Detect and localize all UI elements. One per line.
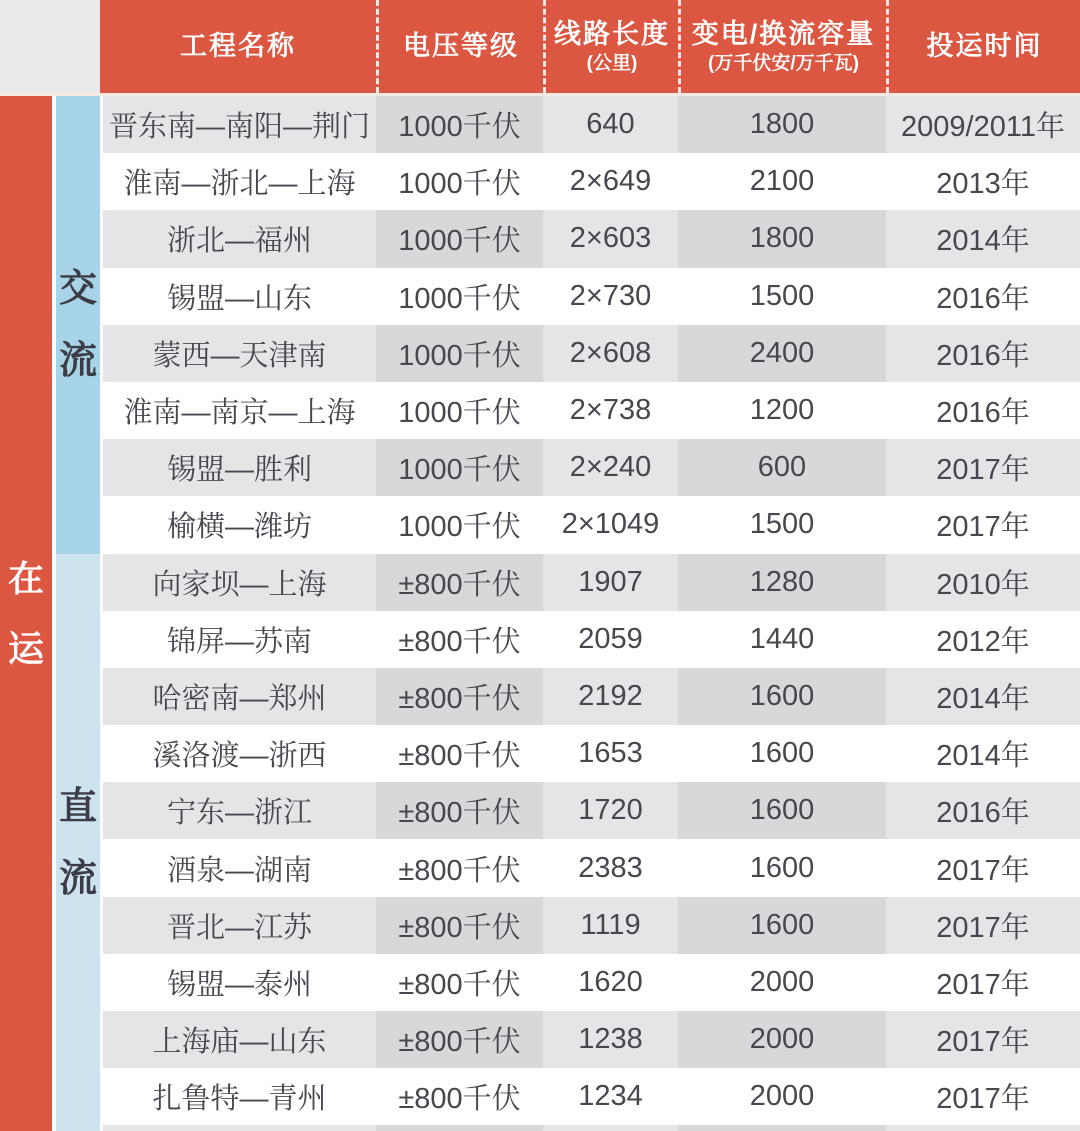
- project-name-cell: 浙北—福州: [166, 225, 312, 258]
- line-length-cell: 2×603: [569, 222, 652, 255]
- current-type-column: [56, 96, 100, 1131]
- capacity-cell: 1600: [678, 668, 886, 725]
- status-column-in-operation: [0, 96, 52, 1131]
- commission-time-cell: 2014年: [936, 740, 1030, 773]
- commission-time-cell: 2016年: [936, 797, 1030, 830]
- project-name-cell: 锡盟—泰州: [166, 968, 312, 1001]
- project-name-cell: 上海庙—山东: [152, 1026, 327, 1059]
- table-row: [103, 725, 1080, 782]
- project-name-cell: 锡盟—山东: [166, 282, 312, 315]
- table-row: [103, 897, 1080, 954]
- capacity-cell: 1500: [749, 508, 815, 541]
- capacity-cell: 1500: [749, 279, 815, 312]
- capacity-cell: 1600: [749, 851, 815, 884]
- column-header-label: 工程名称: [180, 30, 296, 61]
- voltage-level-cell: ±800千伏: [376, 1011, 543, 1068]
- project-name-cell: 淮南—浙北—上海: [123, 168, 356, 201]
- column-header-line-length: [543, 0, 678, 93]
- status-label: 在运: [7, 557, 44, 669]
- commission-time-cell: 2014年: [936, 225, 1030, 258]
- capacity-cell: 2400: [678, 325, 886, 382]
- capacity-cell: [678, 1125, 886, 1131]
- project-name-cell: 晋东南—南阳—荆门: [108, 111, 370, 144]
- column-header-label: 投运时间: [926, 30, 1043, 61]
- capacity-cell: 600: [678, 439, 886, 496]
- table-row: [103, 210, 1080, 267]
- project-name-cell: 扎鲁特—青州: [152, 1083, 327, 1116]
- voltage-level-cell: ±800千伏: [398, 968, 521, 1001]
- voltage-level-cell: ±800千伏: [398, 625, 521, 658]
- line-length-cell: 2×608: [569, 336, 652, 369]
- table-header: [100, 0, 1080, 93]
- capacity-cell: 1440: [749, 622, 815, 655]
- capacity-cell: 1600: [678, 782, 886, 839]
- commission-time-cell: 2016年: [936, 282, 1030, 315]
- voltage-level-cell: 1000千伏: [398, 282, 521, 315]
- voltage-level-cell: ±800千伏: [398, 1083, 521, 1116]
- table-row: [103, 382, 1080, 439]
- voltage-level-cell: 1000千伏: [398, 168, 521, 201]
- voltage-level-cell: 1000千伏: [376, 210, 543, 267]
- table-row: [103, 611, 1080, 668]
- voltage-level-cell: 1000千伏: [376, 325, 543, 382]
- commission-time-cell: 2012年: [936, 625, 1030, 658]
- column-header-label: 变电/换流容量: [691, 18, 876, 49]
- line-length-cell: 2383: [578, 851, 643, 884]
- voltage-level-cell: ±800千伏: [376, 782, 543, 839]
- project-name-cell: 淮南—南京—上海: [123, 397, 356, 430]
- capacity-cell: 2000: [749, 965, 815, 998]
- voltage-level-cell: 1000千伏: [398, 511, 521, 544]
- line-length-cell: 2×240: [569, 451, 652, 484]
- commission-time-cell: [886, 1125, 1080, 1131]
- capacity-cell: 1280: [678, 554, 886, 611]
- voltage-level-cell: 1000千伏: [376, 439, 543, 496]
- commission-time-cell: 2013年: [936, 168, 1030, 201]
- table-row: [103, 668, 1080, 725]
- voltage-level-cell: ±800千伏: [398, 854, 521, 887]
- table-row: [103, 96, 1080, 153]
- line-length-cell: 1234: [578, 1080, 643, 1113]
- line-length-cell: 2×738: [569, 394, 652, 427]
- column-header-label: 电压等级: [403, 30, 519, 61]
- table-row: [103, 268, 1080, 325]
- commission-time-cell: 2017年: [936, 454, 1030, 487]
- line-length-cell: 2×730: [569, 279, 652, 312]
- commission-time-cell: 2014年: [936, 682, 1030, 715]
- column-header-commission-time: [886, 0, 1080, 93]
- commission-time-cell: 2017年: [936, 911, 1030, 944]
- table-row: [103, 1011, 1080, 1068]
- project-name-cell: 榆横—潍坊: [166, 511, 312, 544]
- line-length-cell: 1720: [578, 794, 643, 827]
- project-name-cell: 溪洛渡—浙西: [152, 740, 327, 773]
- capacity-cell: 1600: [749, 737, 815, 770]
- column-header-sublabel: (万千伏安/万千瓦): [708, 52, 859, 74]
- commission-time-cell: 2017年: [936, 854, 1030, 887]
- table-row: [103, 1068, 1080, 1125]
- table-row: [103, 954, 1080, 1011]
- commission-time-cell: 2016年: [936, 339, 1030, 372]
- capacity-cell: 1800: [678, 210, 886, 267]
- commission-time-cell: 2017年: [936, 968, 1030, 1001]
- voltage-level-cell: ±800千伏: [376, 554, 543, 611]
- commission-time-cell: 2016年: [936, 397, 1030, 430]
- table-row-partial: [103, 1125, 1080, 1131]
- project-name-cell: 蒙西—天津南: [152, 339, 327, 372]
- commission-time-cell: 2009/2011年: [901, 111, 1065, 144]
- voltage-level-cell: 1000千伏: [376, 96, 543, 153]
- capacity-cell: 1800: [678, 96, 886, 153]
- capacity-cell: 2000: [749, 1080, 815, 1113]
- project-name-cell: 宁东—浙江: [166, 797, 312, 830]
- commission-time-cell: 2017年: [936, 1083, 1030, 1116]
- column-header-label: 线路长度: [554, 18, 670, 49]
- capacity-cell: 1600: [678, 897, 886, 954]
- table-row: [103, 439, 1080, 496]
- column-header-project-name: [100, 0, 376, 93]
- column-header-voltage-level: [376, 0, 543, 93]
- group-dc-section: [56, 554, 100, 1131]
- commission-time-cell: 2010年: [936, 568, 1030, 601]
- column-header-sublabel: (公里): [586, 52, 638, 74]
- commission-time-cell: 2017年: [936, 1026, 1030, 1059]
- voltage-level-cell: ±800千伏: [398, 740, 521, 773]
- project-name-cell: [103, 1125, 376, 1131]
- line-length-cell: 640: [586, 108, 635, 141]
- group-dc-label: 直流: [58, 785, 97, 900]
- voltage-level-cell: ±800千伏: [376, 668, 543, 725]
- group-ac-section: [56, 96, 100, 554]
- line-length-cell: 1653: [578, 737, 643, 770]
- table-body: [0, 96, 1080, 1131]
- header-corner-spacer: [0, 0, 100, 93]
- line-length-cell: 2×1049: [561, 508, 660, 541]
- voltage-level-cell: 1000千伏: [398, 397, 521, 430]
- capacity-cell: 2000: [678, 1011, 886, 1068]
- table-rows: [103, 96, 1080, 1131]
- voltage-level-cell: ±800千伏: [376, 897, 543, 954]
- project-name-cell: 锦屏—苏南: [166, 625, 312, 658]
- table-row: [103, 782, 1080, 839]
- commission-time-cell: 2017年: [936, 511, 1030, 544]
- line-length-cell: 2×649: [569, 165, 652, 198]
- table-row: [103, 496, 1080, 553]
- line-length-cell: 1620: [578, 965, 643, 998]
- table-row: [103, 153, 1080, 210]
- line-length-cell: 2059: [578, 622, 643, 655]
- table-row: [103, 554, 1080, 611]
- capacity-cell: 1200: [749, 394, 815, 427]
- project-name-cell: 酒泉—湖南: [166, 854, 312, 887]
- table-header-strip: [0, 0, 1080, 96]
- table-row: [103, 839, 1080, 896]
- line-length-cell: 1907: [578, 565, 643, 598]
- project-name-cell: 向家坝—上海: [152, 568, 327, 601]
- line-length-cell: 1119: [580, 908, 641, 941]
- group-ac-label: 交流: [58, 268, 97, 382]
- table-row: [103, 325, 1080, 382]
- project-name-cell: 锡盟—胜利: [166, 454, 312, 487]
- voltage-level-cell: [376, 1125, 543, 1131]
- capacity-cell: 2100: [749, 165, 815, 198]
- column-header-capacity: [678, 0, 886, 93]
- line-length-cell: [543, 1125, 678, 1131]
- project-name-cell: 哈密南—郑州: [152, 682, 327, 715]
- line-length-cell: 1238: [578, 1023, 643, 1056]
- line-length-cell: 2192: [578, 679, 643, 712]
- project-name-cell: 晋北—江苏: [166, 911, 312, 944]
